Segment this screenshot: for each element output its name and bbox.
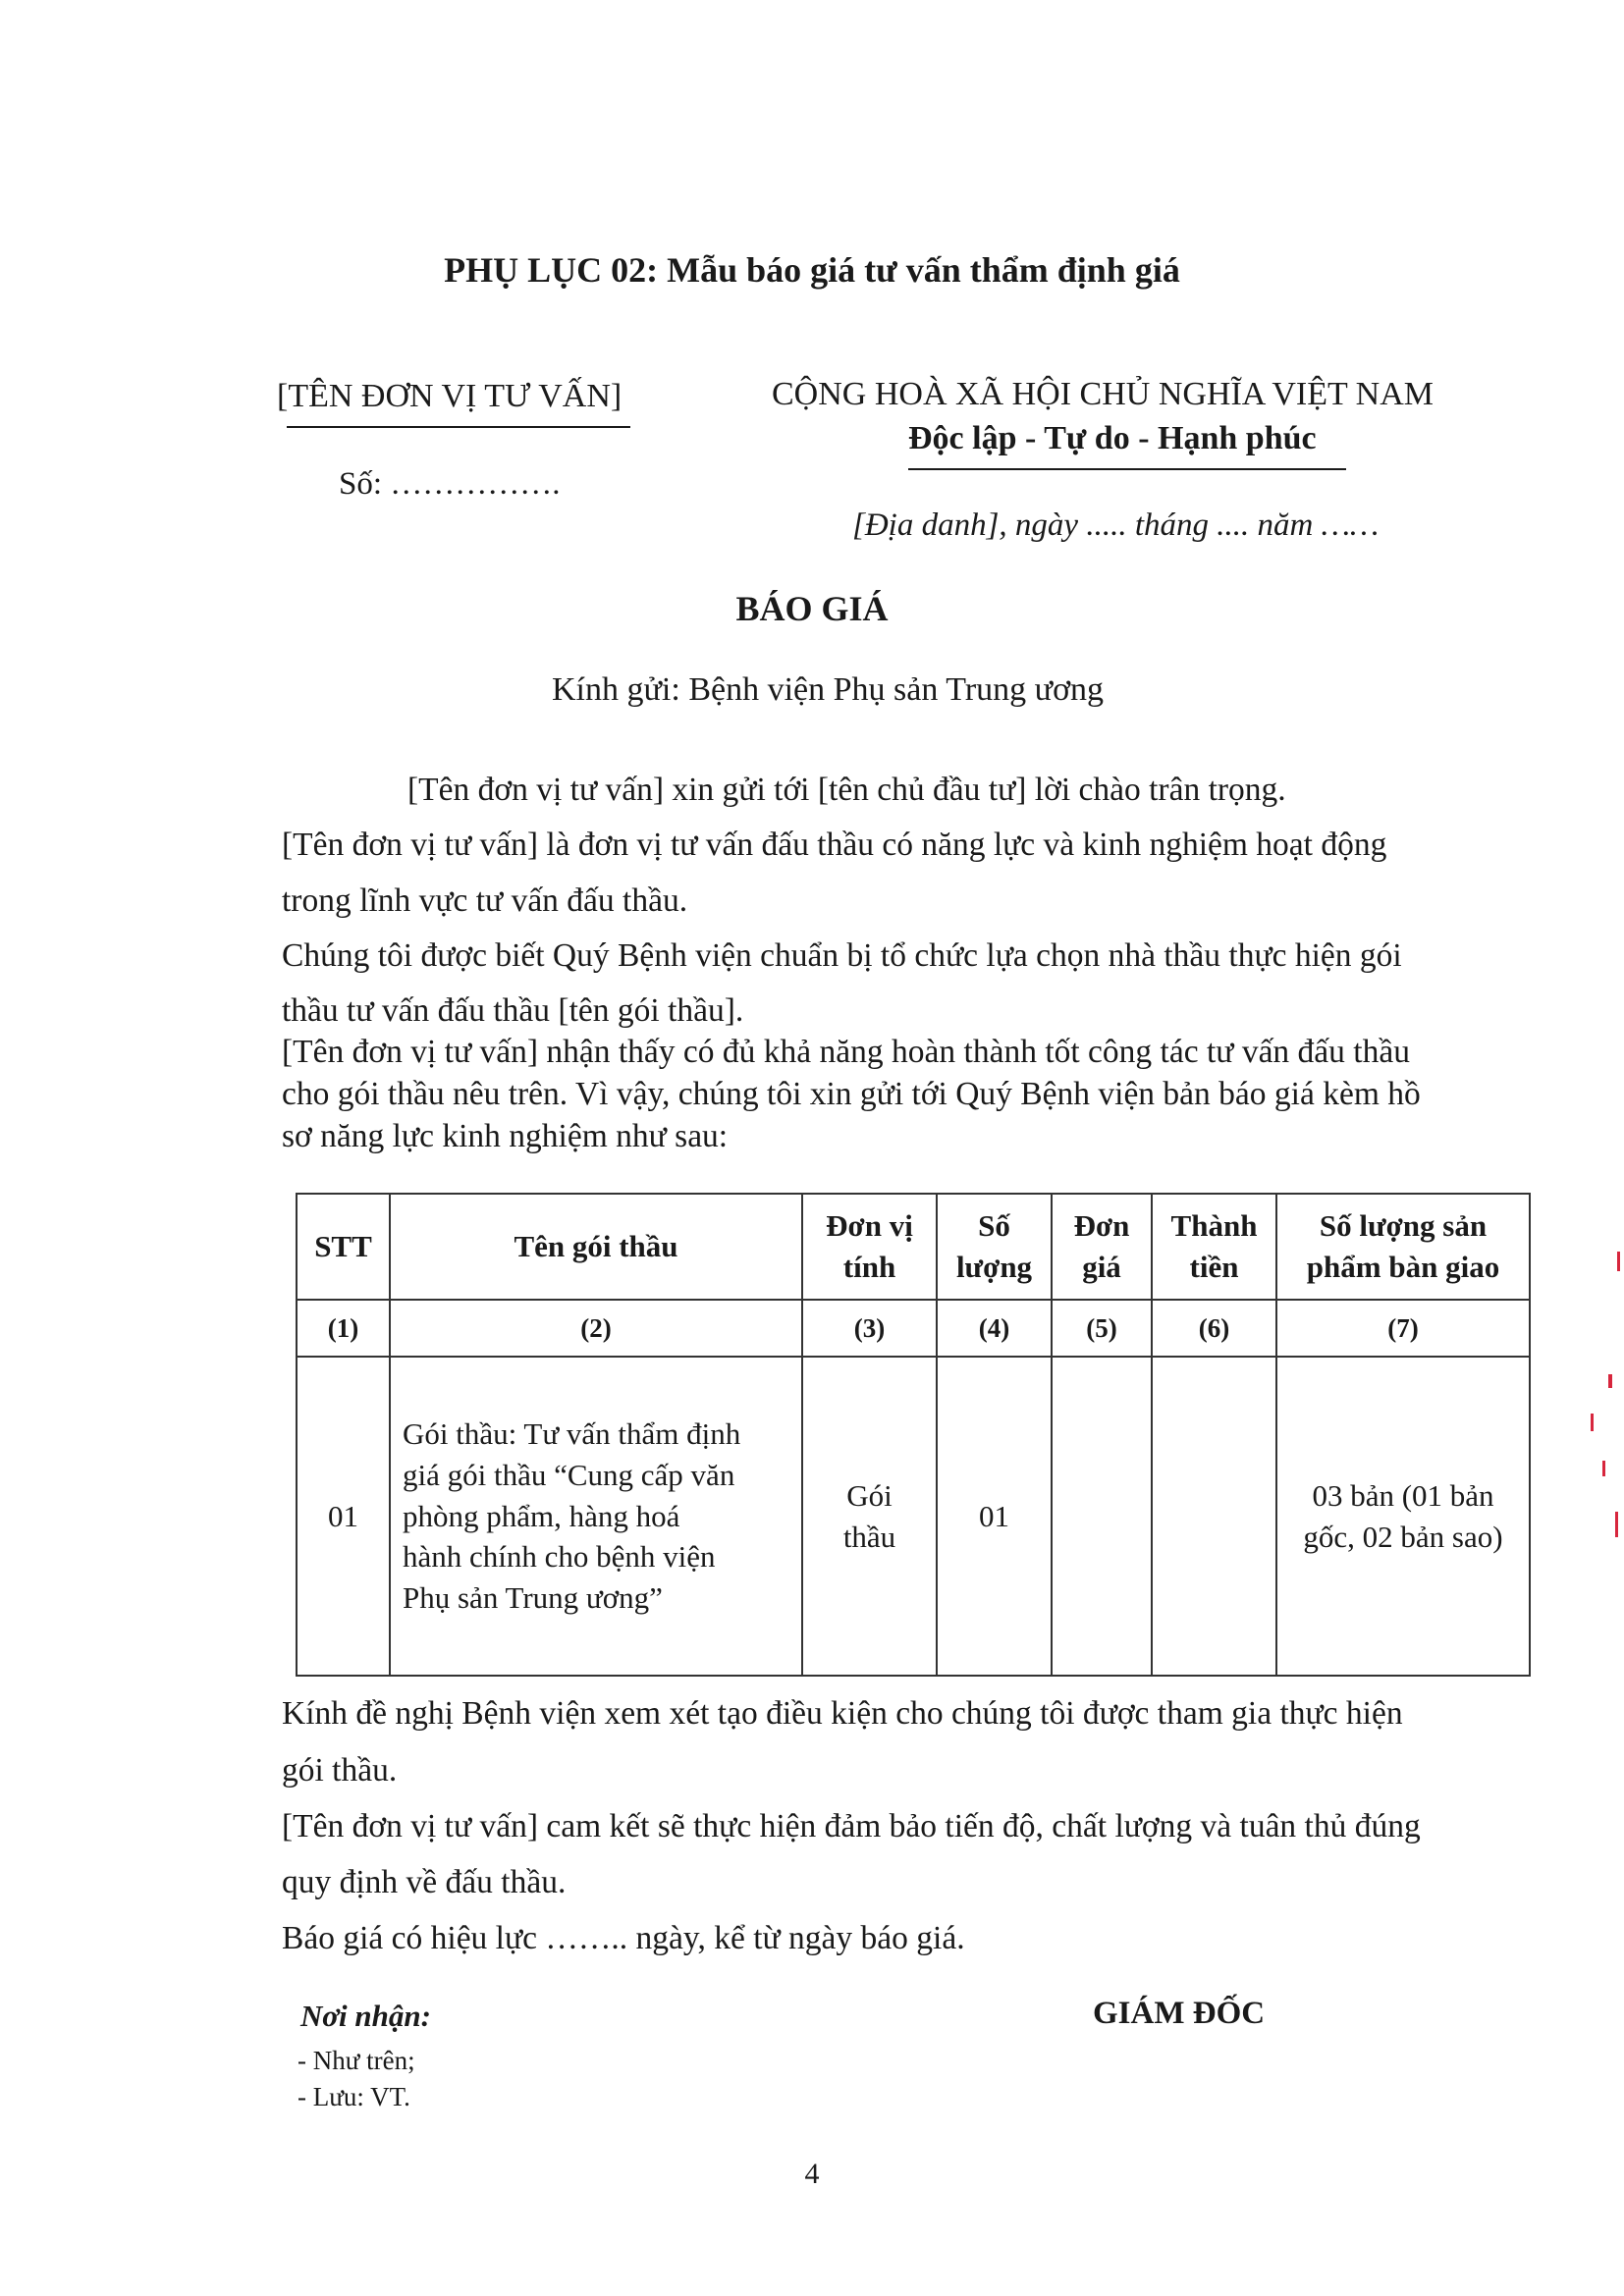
column-header-deliverables: Số lượng sản phẩm bàn giao [1276,1194,1530,1300]
column-number: (4) [937,1300,1052,1357]
cell-total [1152,1357,1276,1676]
stamp-edge-mark [1615,1512,1618,1537]
column-number: (7) [1276,1300,1530,1357]
paragraph-line: [Tên đơn vị tư vấn] nhận thấy có đủ khả năng hoàn thành tốt công tác tư vấn đấu thầu [282,1034,1410,1070]
paragraph-line: thầu tư vấn đấu thầu [tên gói thầu]. [282,992,744,1029]
stamp-edge-mark [1608,1374,1612,1388]
closing-line: quy định về đấu thầu. [282,1864,567,1900]
table-header-row [297,1194,1530,1300]
table-row [297,1357,1530,1676]
column-number: (3) [802,1300,937,1357]
column-header-unit: Đơn vị tính [802,1194,937,1300]
closing-line: [Tên đơn vị tư vấn] cam kết sẽ thực hiện đảm bảo tiến độ, chất lượng và tuân thủ đúng [282,1808,1421,1844]
stamp-edge-mark [1602,1461,1605,1476]
paragraph-greeting: [Tên đơn vị tư vấn] xin gửi tới [tên chủ đầu tư] lời chào trân trọng. [407,772,1286,808]
motto-underline [908,468,1346,470]
signer-title: GIÁM ĐỐC [1093,1996,1266,2031]
quotation-title: BÁO GIÁ [735,589,889,628]
paragraph-line: Chúng tôi được biết Quý Bệnh viện chuẩn bị tổ chức lựa chọn nhà thầu thực hiện gói [282,937,1402,974]
column-header-total: Thành tiền [1152,1194,1276,1300]
column-number: (5) [1052,1300,1152,1357]
recipient-line: Kính gửi: Bệnh viện Phụ sản Trung ương [552,671,1105,708]
cell-stt: 01 [297,1357,390,1676]
cell-quantity: 01 [937,1357,1052,1676]
closing-line: gói thầu. [282,1752,398,1789]
recipients-label: Nơi nhận: [300,1999,431,2033]
stamp-edge-mark [1617,1252,1620,1271]
recipient-item: - Như trên; [298,2046,415,2075]
appendix-title: PHỤ LỤC 02: Mẫu báo giá tư vấn thẩm định giá [444,250,1180,290]
column-number-row [297,1300,1530,1357]
paragraph-line: [Tên đơn vị tư vấn] là đơn vị tư vấn đấu thầu có năng lực và kinh nghiệm hoạt động [282,827,1387,863]
column-number: (1) [297,1300,390,1357]
document-number: Số: ……………. [339,466,561,502]
column-header-quantity: Số lượng [937,1194,1052,1300]
consultant-name-underline [287,426,630,428]
column-header-package: Tên gói thầu [390,1194,802,1300]
paragraph-line: sơ năng lực kinh nghiệm như sau: [282,1118,729,1154]
paragraph-line: cho gói thầu nêu trên. Vì vậy, chúng tôi xin gửi tới Quý Bệnh viện bản báo giá kèm hồ [282,1076,1421,1112]
column-header-stt: STT [297,1194,390,1300]
consultant-name: [TÊN ĐƠN VỊ TƯ VẤN] [277,378,623,414]
national-motto: Độc lập - Tự do - Hạnh phúc [908,420,1317,456]
closing-line: Kính đề nghị Bệnh viện xem xét tạo điều kiện cho chúng tôi được tham gia thực hiện [282,1695,1403,1732]
closing-line: Báo giá có hiệu lực …….. ngày, kể từ ngày báo giá. [282,1920,965,1956]
column-header-unit-price: Đơn giá [1052,1194,1152,1300]
stamp-edge-mark [1591,1414,1594,1431]
cell-deliverables: 03 bản (01 bản gốc, 02 bản sao) [1276,1357,1530,1676]
place-and-date: [Địa danh], ngày ..... tháng .... năm …… [852,507,1380,543]
quotation-table [296,1193,1531,1677]
national-title: CỘNG HOÀ XÃ HỘI CHỦ NGHĨA VIỆT NAM [772,376,1435,412]
recipient-item: - Lưu: VT. [298,2082,410,2111]
cell-unit: Gói thầu [802,1357,937,1676]
page-number: 4 [804,2158,820,2190]
column-number: (6) [1152,1300,1276,1357]
paragraph-line: trong lĩnh vực tư vấn đấu thầu. [282,882,688,919]
cell-unit-price [1052,1357,1152,1676]
cell-package-name: Gói thầu: Tư vấn thẩm định giá gói thầu “Cung cấp văn phòng phẩm, hàng hoá hành chính cho bệnh viện Phụ sản Trung ương” [390,1357,802,1676]
column-number: (2) [390,1300,802,1357]
